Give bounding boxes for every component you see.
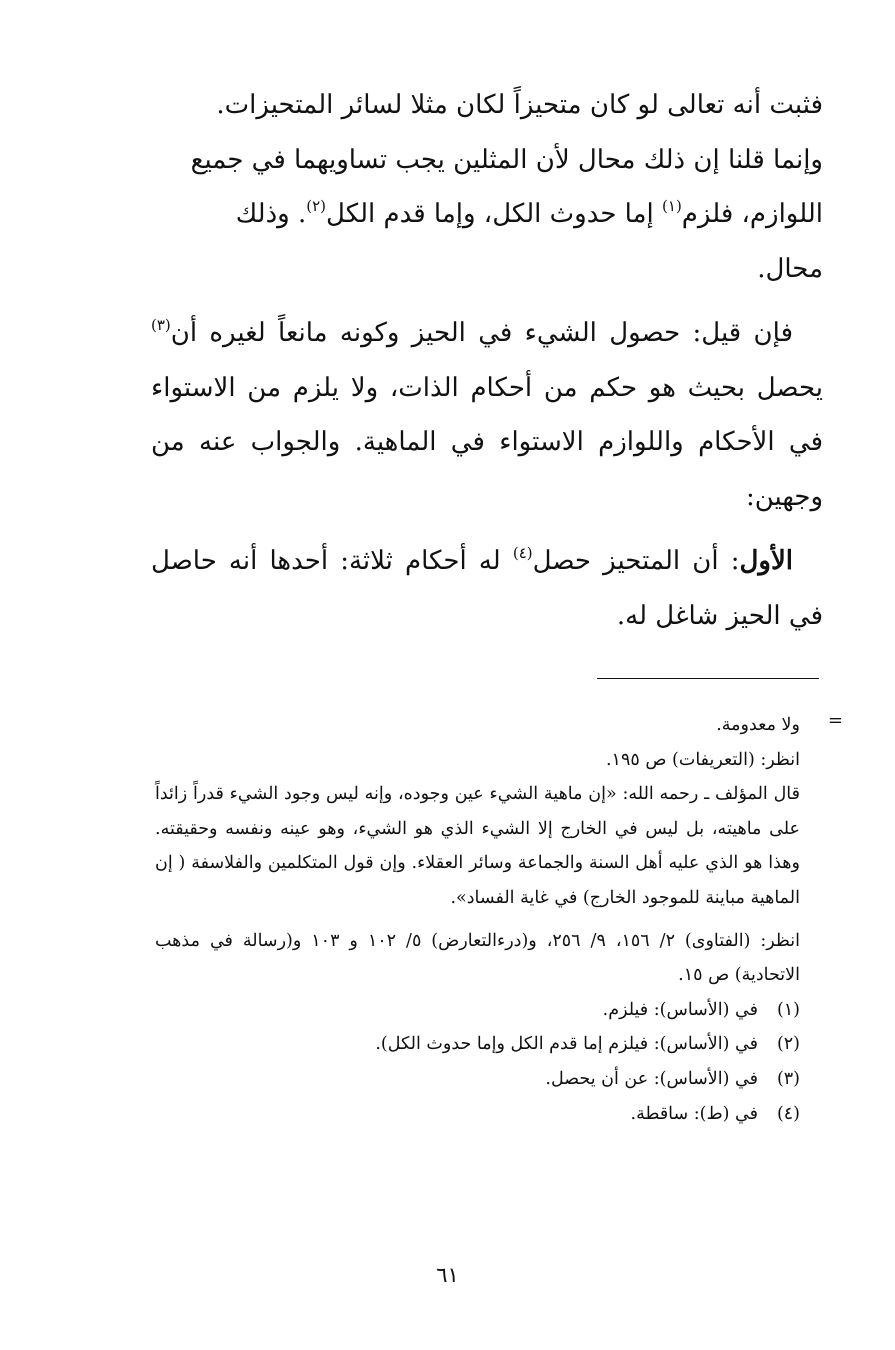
footnote-item (155, 1097, 800, 1132)
paragraph-3 (151, 534, 823, 643)
footnote-item (155, 1027, 800, 1062)
text-line: محال. (757, 253, 823, 284)
main-text (151, 78, 823, 643)
footnote-text: في (ط): ساقطة. (630, 1103, 758, 1124)
continuation-mark: = (827, 710, 843, 731)
text-line: اللوازم، فلزم (681, 199, 823, 229)
footnote-marker-4: (٤) (512, 544, 533, 562)
text-line: إما حدوث الكل، وإما قدم الكل (326, 199, 663, 229)
lead-word: الأول (739, 546, 793, 576)
footnote-number: (١) (776, 999, 800, 1020)
footnote-marker-1: (١) (662, 197, 682, 215)
text-line: وإنما قلنا إن ذلك محال لأن المثلين يجب تساويهما في جميع (190, 144, 823, 175)
footnote-item (155, 993, 800, 1028)
text-line: فثبت أنه تعالى لو كان متحيزاً لكان مثلا لسائر المتحيزات. (216, 90, 823, 120)
footnote-continuation-paragraph: قال المؤلف ـ رحمه الله: «إن ماهية الشيء عين وجوده، وإنه ليس وجود الشيء قدراً زائداً على ماهيته، بل ليس في الخارج إلا الشيء الذي هو الشيء، وهو عينه ونفسه وحقيقته. وهذا هو الذي عليه أهل السنة والجماعة وسائر العقلاء. وإن قول المتكلمين والفلاسفة ( إن الماهية مباينة للموجود الخارج) في غاية الفساد». (155, 784, 800, 908)
paragraph-2 (151, 306, 823, 524)
footnote-text: في (الأساس): عن أن يحصل. (545, 1068, 758, 1089)
footnote-text: في (الأساس): فيلزم. (602, 999, 758, 1020)
page-number: ٦١ (436, 1263, 459, 1287)
footnote-number: (٢) (776, 1034, 800, 1055)
text-span: : أن المتحيز حصل (532, 546, 740, 576)
footnote-marker-2: (٢) (306, 197, 327, 215)
footnote-continuation-line: انظر: (التعريفات) ص ١٩٥. (605, 749, 800, 770)
footnote-item (155, 1062, 800, 1097)
footnote-number: (٤) (776, 1103, 800, 1124)
text-span: يحصل بحيث هو حكم من أحكام الذات، ولا يلزم من الاستواء في الأحكام واللوازم الاستواء في الماهية. والجواب عنه من وجهين: (151, 372, 823, 512)
footnote-marker-3: (٣) (151, 316, 171, 334)
footnote-reference: انظر: (الفتاوى) ٢/ ١٥٦، ٩/ ٢٥٦، و(درءالتعارض) ٥/ ١٠٢ و ١٠٣ و(رسالة في مذهب الاتحادية) ص ١٥. (155, 930, 801, 986)
footnote-number: (٣) (776, 1068, 800, 1089)
text-span: فإن قيل: حصول الشيء في الحيز وكونه مانعاً لغيره أن (170, 318, 793, 348)
footnote-text: في (الأساس): فيلزم إما قدم الكل وإما حدوث الكل). (375, 1034, 758, 1055)
text-span: له أحكام ثلاثة: أحدها أنه حاصل في الحيز شاغل له. (151, 546, 823, 631)
text-line: . وذلك (235, 199, 307, 229)
footnote-separator (597, 678, 819, 679)
footnote-continuation-line: ولا معدومة. (716, 715, 800, 735)
footnotes (155, 708, 800, 1131)
paragraph-1 (151, 78, 823, 296)
